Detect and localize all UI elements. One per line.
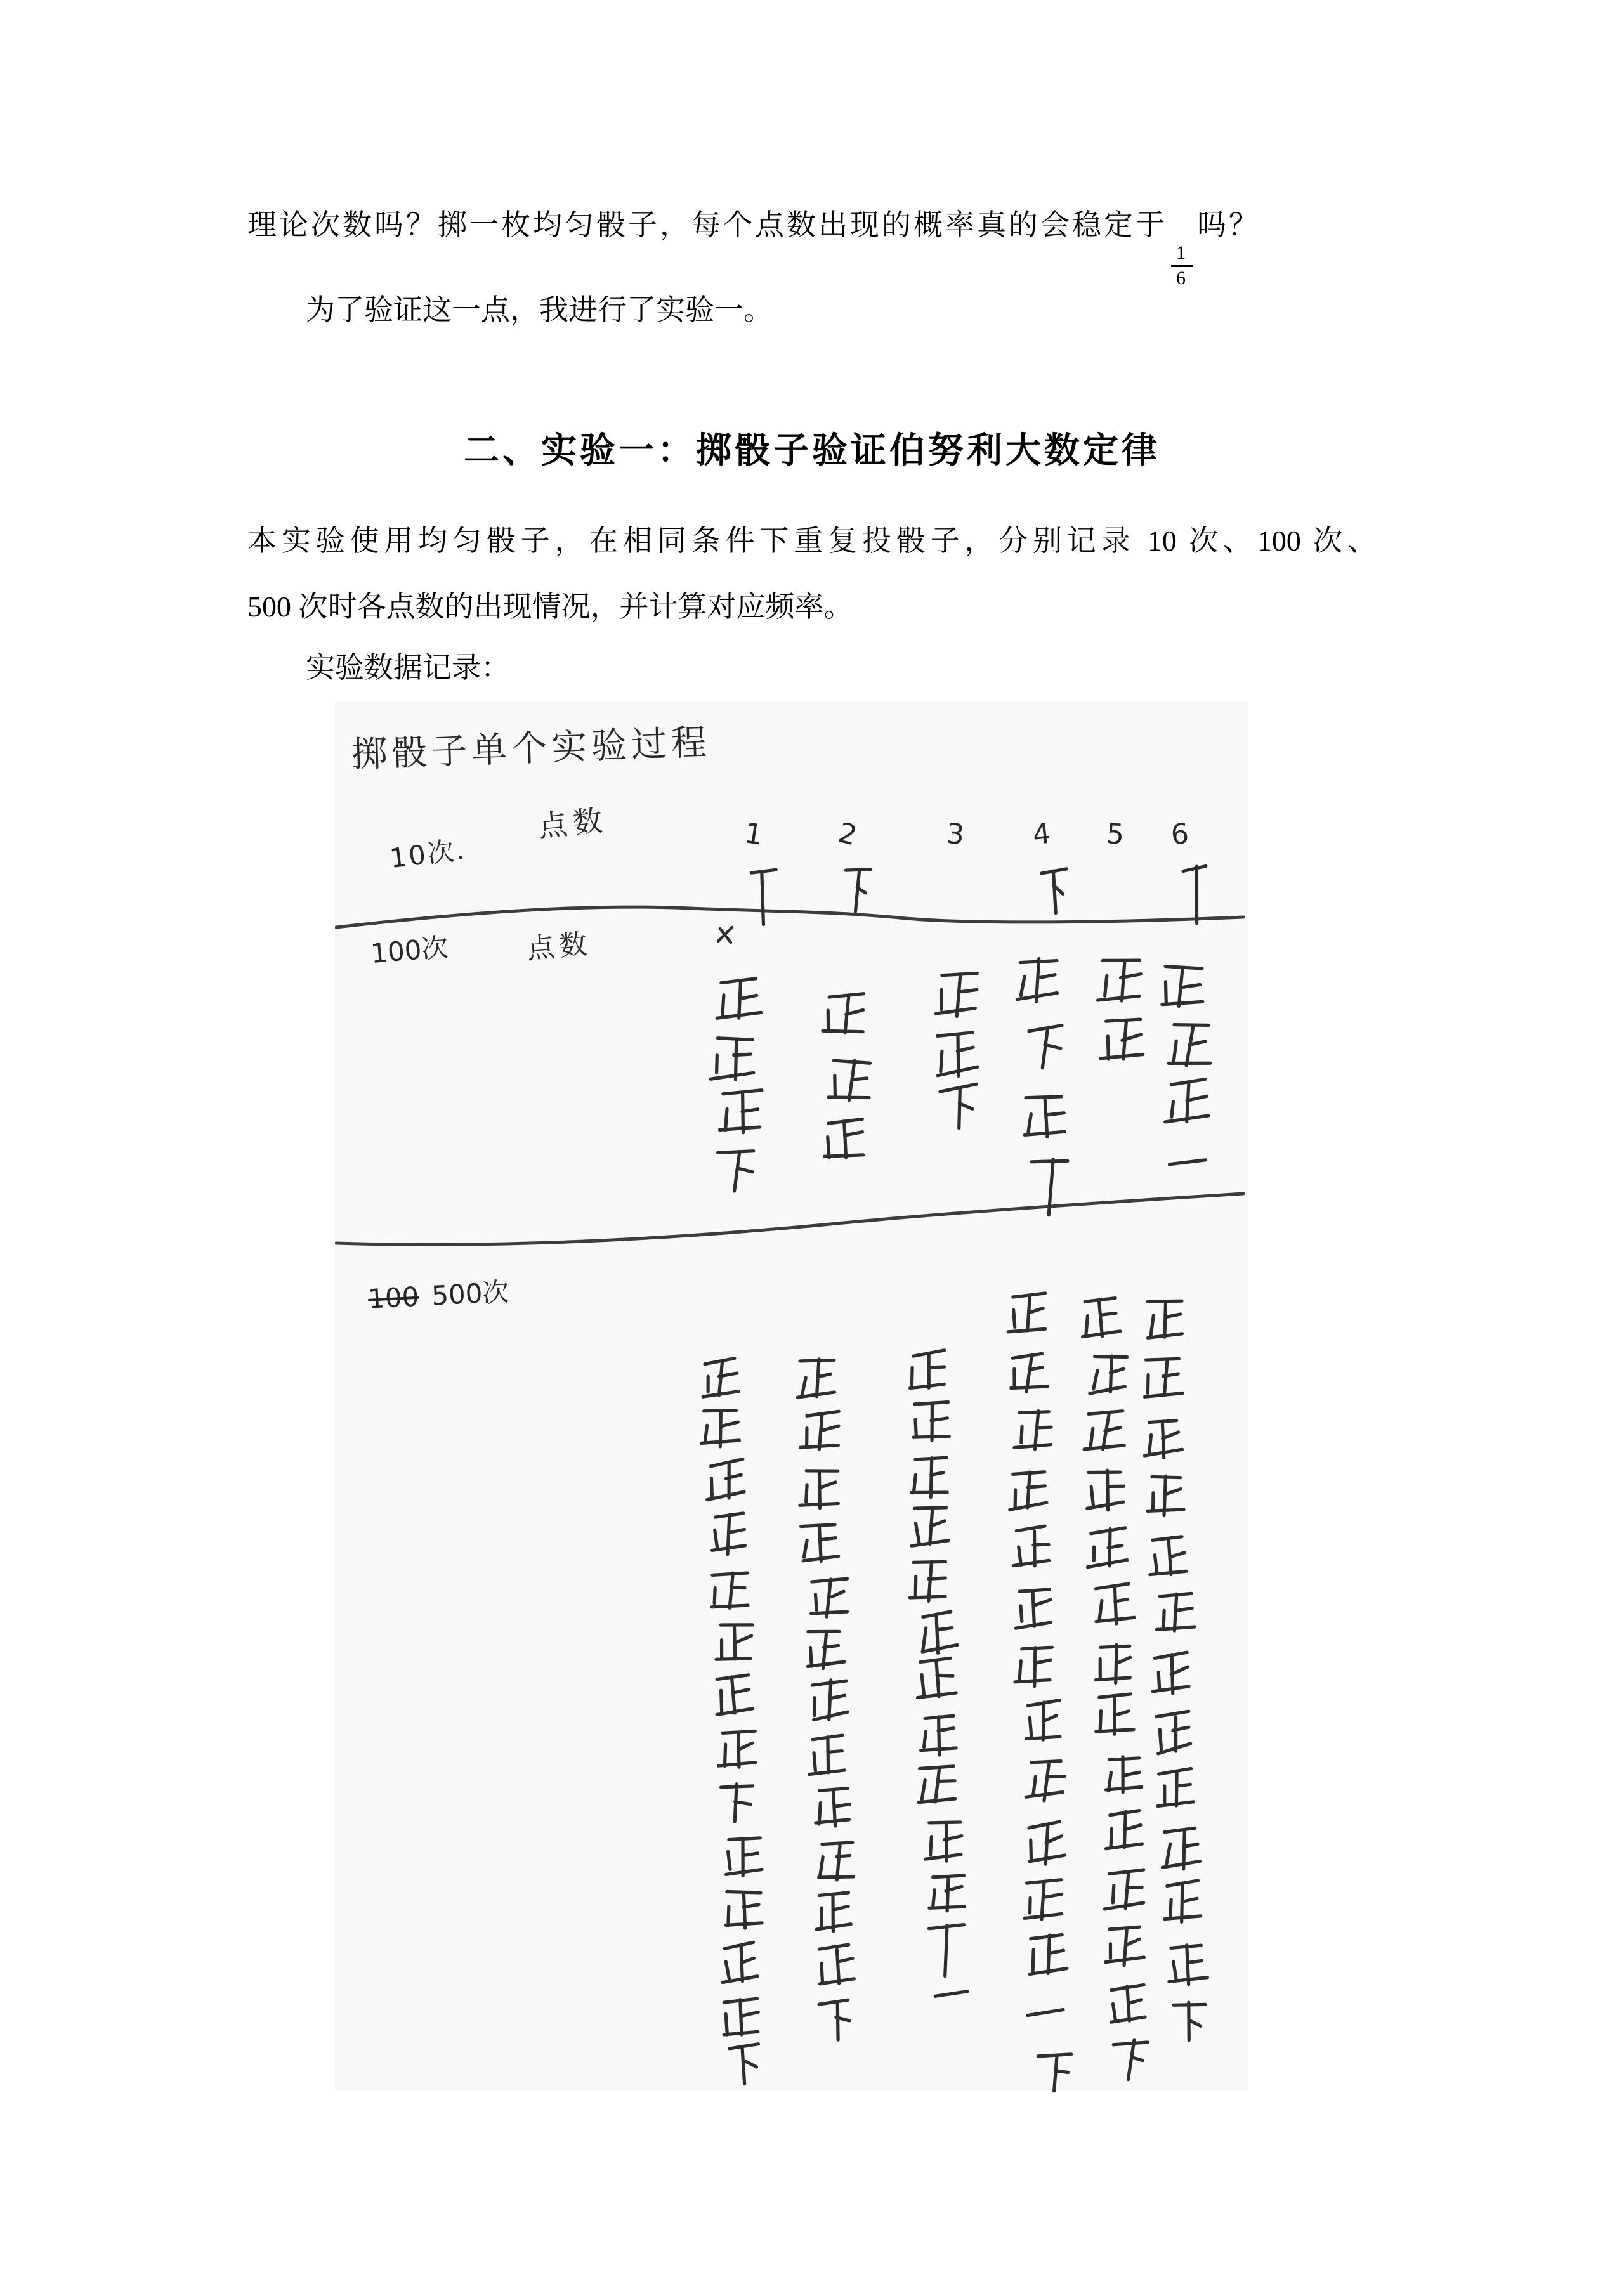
tally-column: [695, 1348, 732, 1349]
tally-column: [790, 1354, 827, 1355]
tally-column: [1076, 1291, 1113, 1292]
tally-glyph-5-strokes: [1005, 1520, 1058, 1586]
tally-glyph-2-strokes: [741, 861, 783, 931]
tally-glyph-3-strokes: [1016, 1017, 1071, 1086]
tally-column: [1012, 951, 1054, 952]
tally-glyph-3-strokes: [707, 1141, 763, 1210]
fraction-numerator: 1: [1171, 242, 1193, 267]
separator-line-2: [336, 1194, 1243, 1244]
tally-glyph-5-strokes: [1097, 1802, 1149, 1869]
row-10-label: 10次.: [388, 833, 468, 875]
tally-column: [924, 966, 966, 967]
row-100-label: 100次: [369, 931, 450, 970]
tally-glyph-5-strokes: [1156, 1874, 1208, 1940]
tally-column: [1000, 1288, 1037, 1289]
tally-glyph-5-strokes: [1146, 1646, 1198, 1712]
tally-glyph-5-strokes: [1139, 1467, 1191, 1534]
tally-column: [1136, 1294, 1172, 1295]
tally-glyph-5-strokes: [1016, 1087, 1072, 1156]
tally-glyph-5-strokes: [1017, 1693, 1069, 1760]
points-label: 点数: [536, 802, 610, 844]
intro-text: 理论次数吗？掷一枚均匀骰子，每个点数出现的概率真的会稳定于: [247, 209, 1167, 241]
tally-glyph-5-strokes: [1002, 1463, 1054, 1529]
tally-glyph-5-strokes: [702, 1505, 754, 1572]
section-heading: 二、实验一：掷骰子验证伯努利大数定律: [464, 430, 1160, 470]
body-line-1: [247, 207, 1377, 288]
tally-glyph-3-strokes: [1033, 860, 1075, 930]
tally-glyph-2-strokes: [1019, 1150, 1075, 1219]
tally-column: [835, 861, 863, 862]
intro-text-suffix: 吗？: [1197, 209, 1261, 241]
tally-glyph-5-strokes: [1094, 1011, 1149, 1080]
tally-glyph-5-strokes: [1161, 1936, 1213, 2003]
separator-line-1: [336, 907, 1243, 927]
tally-glyph-5-strokes: [1001, 1345, 1053, 1411]
tally-glyph-5-strokes: [1008, 1580, 1060, 1647]
tally-column: [741, 861, 769, 862]
tally-glyph-5-strokes: [1087, 1575, 1139, 1642]
tally-column: [1030, 861, 1058, 862]
dice-header-1: 1: [742, 817, 765, 852]
tally-glyph-5-strokes: [816, 985, 872, 1054]
tally-column: [898, 1343, 935, 1344]
tally-glyph-5-strokes: [1098, 1917, 1150, 1983]
tally-column: [708, 972, 750, 973]
tally-glyph-5-strokes: [1021, 1926, 1073, 1993]
tally-glyph-2-strokes: [1174, 858, 1215, 929]
tally-column: [1089, 953, 1130, 954]
tally-glyph-5-strokes: [815, 1109, 871, 1178]
tally-glyph-3-strokes: [1028, 2044, 1080, 2110]
tally-glyph-1-strokes: [924, 1966, 976, 2033]
tally-glyph-5-strokes: [1137, 1350, 1189, 1417]
tally-glyph-5-strokes: [1078, 1403, 1130, 1470]
photo-title: 掷骰子单个实验过程: [351, 722, 712, 776]
row-500-label-text: 500次: [431, 1276, 510, 1312]
tally-glyph-5-strokes: [1149, 1760, 1201, 1827]
tally-glyph-3-strokes: [717, 2037, 769, 2103]
data-record-label: 实验数据记录：: [306, 651, 510, 684]
body-line-2: 为了验证这一点，我进行了实验一。: [306, 294, 773, 326]
dice-header-3: 3: [945, 817, 966, 852]
tally-column: [1170, 861, 1198, 862]
experiment-photo: [335, 701, 1248, 2091]
row-500-label: [367, 1271, 510, 1317]
tally-glyph-5-strokes: [1002, 1286, 1054, 1352]
tally-glyph-3-strokes: [929, 1077, 985, 1146]
row-500-label-struck: 100: [367, 1281, 420, 1315]
tally-glyph-3-strokes: [1162, 1993, 1214, 2060]
dice-header-2: 2: [835, 816, 860, 852]
paragraph-line-1: 本实验使用均匀骰子，在相同条件下重复投骰子，分别记录 10 次、100 次、: [247, 525, 1377, 557]
tally-glyph-5-strokes: [1138, 1291, 1190, 1357]
dice-header-4: 4: [1031, 817, 1052, 852]
fraction-one-sixth: [1171, 242, 1193, 288]
tally-column: [816, 985, 858, 986]
tally-glyph-5-strokes: [1149, 1585, 1201, 1652]
tally-glyph-5-strokes: [1082, 1346, 1134, 1412]
tally-glyph-5-strokes: [1087, 1687, 1139, 1754]
tally-glyph-5-strokes: [1136, 1410, 1188, 1477]
correction-x-mark: [716, 925, 735, 945]
paragraph-line-2: 500 次时各点数的出现情况，并计算对应频率。: [247, 590, 853, 623]
tally-glyph-1-strokes: [1160, 1132, 1216, 1201]
tally-glyph-1-strokes: [1020, 1985, 1072, 2051]
tally-glyph-5-strokes: [1008, 1402, 1060, 1468]
tally-glyph-5-strokes: [1020, 1751, 1072, 1818]
fraction-denominator: 6: [1176, 268, 1188, 289]
dice-header-5: 5: [1105, 818, 1125, 851]
tally-glyph-3-strokes: [1104, 2032, 1156, 2098]
tally-glyph-5-strokes: [1092, 951, 1148, 1020]
dice-header-6: 6: [1170, 818, 1190, 851]
tally-glyph-5-strokes: [1009, 949, 1065, 1019]
tally-glyph-5-strokes: [1080, 1461, 1132, 1528]
tally-glyph-3-strokes: [809, 1992, 861, 2058]
tally-glyph-3-strokes: [835, 860, 877, 930]
row-100-points-label: 点数: [525, 927, 593, 966]
